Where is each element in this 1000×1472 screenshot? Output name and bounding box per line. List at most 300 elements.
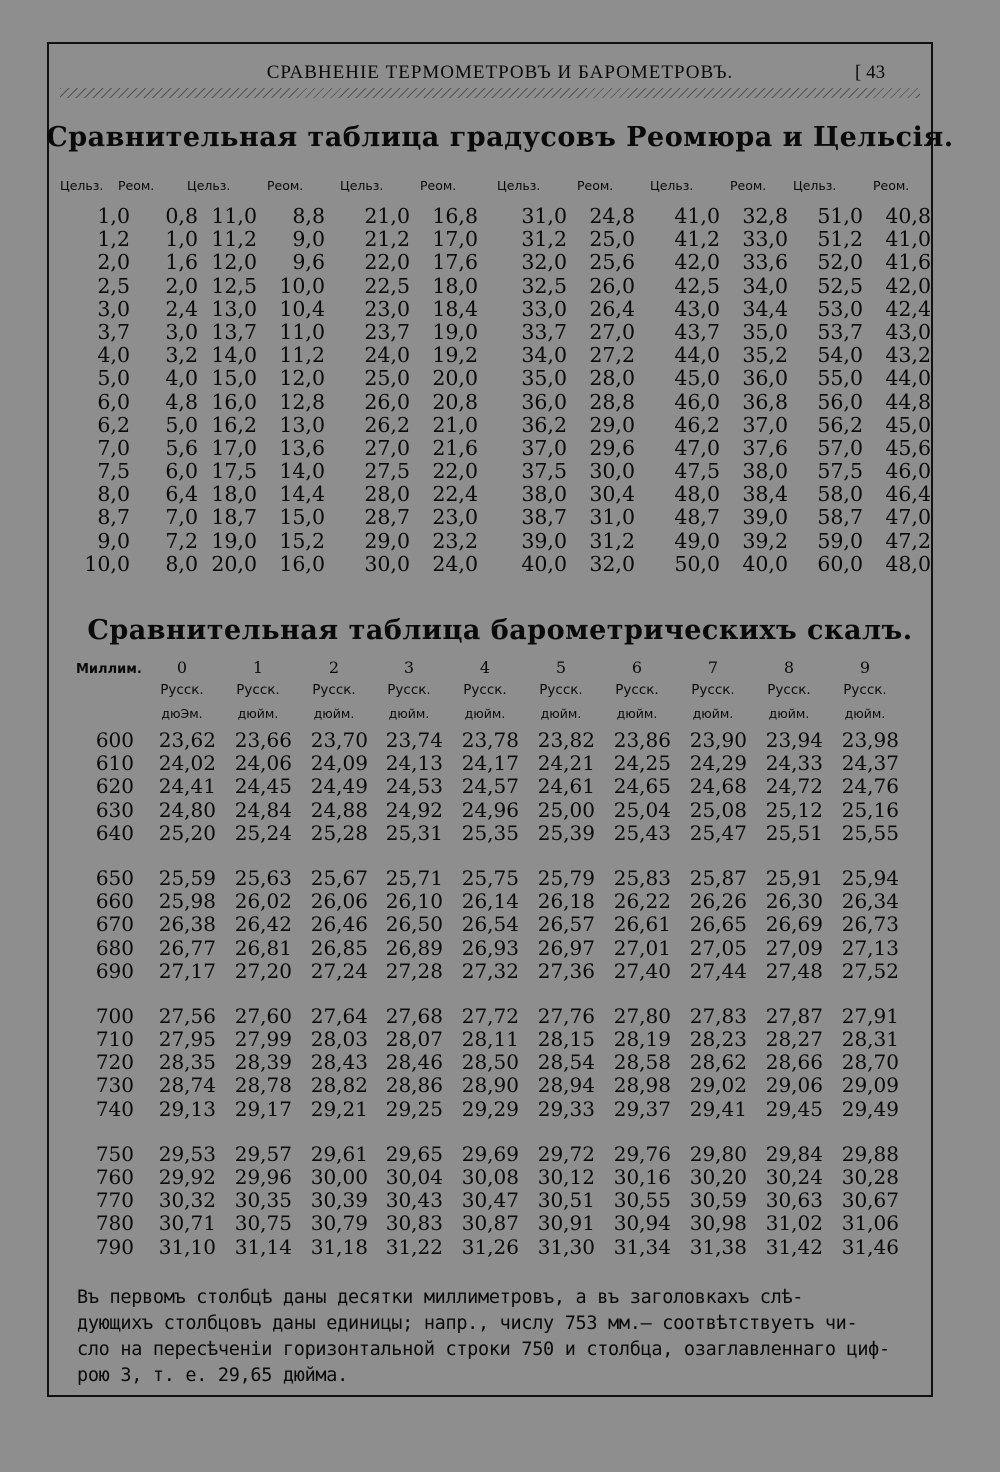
- reaumur-value: 17,0: [432, 227, 478, 252]
- inch-value: 27,17: [158, 958, 216, 983]
- baro-row: [72, 959, 912, 982]
- reaumur-value: 8,8: [292, 204, 325, 228]
- reaumur-value: 29,6: [589, 435, 635, 460]
- temp-row: [187, 459, 337, 482]
- celsius-value: 13,7: [211, 319, 257, 344]
- inch-value: 25,87: [689, 865, 747, 890]
- reaumur-value: 36,0: [742, 366, 788, 391]
- celsius-value: 15,0: [211, 366, 257, 391]
- temp-row: [187, 366, 337, 389]
- baro-group: [72, 866, 912, 982]
- baro-header: [72, 658, 912, 728]
- inch-value: 27,60: [234, 1003, 292, 1028]
- inch-value: 30,47: [461, 1188, 519, 1213]
- inch-value: 24,53: [385, 774, 443, 799]
- digit-header: 3: [403, 658, 415, 677]
- reaumur-value: 47,2: [885, 528, 931, 553]
- celsius-value: 36,2: [521, 412, 567, 437]
- inch-value: 25,08: [689, 797, 747, 822]
- celsius-value: 42,0: [674, 250, 720, 275]
- reaumur-value: 48,0: [885, 551, 931, 576]
- celsius-value: 3,0: [97, 296, 130, 321]
- celsius-value: 28,7: [364, 505, 410, 530]
- temp-row: [650, 390, 800, 413]
- celsius-value: 50,0: [674, 551, 720, 576]
- temp-rows: [793, 204, 943, 575]
- celsius-value: 1,2: [97, 227, 130, 252]
- inch-value: 30,51: [537, 1188, 595, 1213]
- temp-row: [497, 366, 647, 389]
- inch-value: 30,75: [234, 1211, 292, 1236]
- inch-value: 31,26: [461, 1234, 519, 1259]
- inch-value: 29,41: [689, 1096, 747, 1121]
- inch-value: 27,09: [765, 935, 823, 960]
- inch-label: дюйм.: [313, 706, 355, 721]
- header-reaumur: Реом.: [420, 178, 457, 193]
- inch-value: 31,06: [841, 1211, 899, 1236]
- celsius-value: 56,2: [817, 412, 863, 437]
- inch-value: 30,16: [613, 1165, 671, 1189]
- reaumur-value: 21,0: [432, 412, 478, 437]
- temp-row: [650, 552, 800, 575]
- celsius-value: 16,0: [211, 389, 257, 414]
- reaumur-value: 27,0: [589, 319, 635, 344]
- temp-row: [793, 482, 943, 505]
- inch-value: 29,88: [841, 1141, 899, 1166]
- reaumur-value: 43,0: [885, 319, 931, 344]
- temp-row: [340, 390, 490, 413]
- inch-value: 30,12: [537, 1165, 595, 1189]
- temp-row: [187, 413, 337, 436]
- reaumur-value: 11,0: [279, 319, 325, 344]
- temp-row: [650, 320, 800, 343]
- inch-value: 26,18: [537, 889, 595, 914]
- inch-value: 27,76: [537, 1003, 595, 1028]
- reaumur-value: 20,8: [432, 389, 478, 414]
- inch-value: 30,08: [461, 1165, 519, 1189]
- rus-label: Русск.: [691, 682, 735, 698]
- reaumur-value: 3,0: [165, 319, 198, 344]
- celsius-value: 14,0: [211, 343, 257, 368]
- temp-block: [793, 178, 943, 576]
- rus-label: Русск.: [615, 682, 659, 698]
- temp-row: [650, 436, 800, 459]
- inch-value: 27,56: [158, 1003, 216, 1028]
- reaumur-value: 34,0: [742, 273, 788, 298]
- temp-row: [340, 366, 490, 389]
- inch-value: 30,28: [841, 1165, 899, 1189]
- temp-row: [650, 529, 800, 552]
- celsius-value: 22,5: [364, 273, 410, 298]
- inch-value: 23,90: [689, 728, 747, 752]
- mm-value: 640: [95, 820, 134, 845]
- mm-label: Миллим.: [76, 662, 142, 677]
- celsius-value: 6,2: [97, 412, 130, 437]
- rus-label: Русск.: [539, 682, 583, 698]
- celsius-value: 19,0: [211, 528, 257, 553]
- inch-value: 27,87: [765, 1003, 823, 1028]
- temp-row: [187, 552, 337, 575]
- inch-value: 29,65: [385, 1141, 443, 1166]
- inch-value: 27,01: [613, 935, 671, 960]
- celsius-value: 1,0: [97, 204, 130, 228]
- temp-row: [497, 227, 647, 250]
- reaumur-value: 5,0: [165, 412, 198, 437]
- reaumur-value: 39,0: [742, 505, 788, 530]
- reaumur-value: 32,0: [589, 551, 635, 576]
- reaumur-value: 0,8: [165, 204, 198, 228]
- inch-value: 28,74: [158, 1073, 216, 1098]
- page-number: [ 43: [855, 62, 886, 83]
- baro-table-title: Сравнительная таблица барометрическихъ скалъ.: [87, 615, 913, 646]
- inch-value: 24,21: [537, 751, 595, 776]
- inch-value: 24,92: [385, 797, 443, 822]
- reaumur-value: 19,0: [432, 319, 478, 344]
- temp-row: [793, 297, 943, 320]
- digit-header: 8: [783, 658, 795, 677]
- celsius-value: 11,0: [211, 204, 257, 228]
- baro-row: [72, 1142, 912, 1165]
- mm-value: 710: [95, 1027, 134, 1052]
- reaumur-value: 2,4: [165, 296, 198, 321]
- inch-value: 26,38: [158, 912, 216, 937]
- celsius-value: 60,0: [817, 551, 863, 576]
- inch-value: 23,66: [234, 728, 292, 752]
- reaumur-value: 31,2: [589, 528, 635, 553]
- header-celsius: Цельз.: [340, 178, 384, 193]
- rus-label: Русск.: [160, 682, 204, 698]
- inch-value: 29,57: [234, 1141, 292, 1166]
- inch-value: 28,15: [537, 1027, 595, 1052]
- celsius-value: 53,7: [817, 319, 863, 344]
- celsius-value: 22,0: [364, 250, 410, 275]
- inch-value: 29,25: [385, 1096, 443, 1121]
- baro-row: [72, 1050, 912, 1073]
- inch-value: 31,38: [689, 1234, 747, 1259]
- inch-value: 24,96: [461, 797, 519, 822]
- inch-value: 25,20: [158, 820, 216, 845]
- celsius-value: 31,2: [521, 227, 567, 252]
- mm-value: 670: [95, 912, 134, 937]
- reaumur-value: 7,2: [165, 528, 198, 553]
- celsius-value: 49,0: [674, 528, 720, 553]
- baro-row: [72, 1188, 912, 1211]
- temp-row: [793, 204, 943, 227]
- inch-value: 25,91: [765, 865, 823, 890]
- inch-value: 26,93: [461, 935, 519, 960]
- baro-group: [72, 728, 912, 844]
- inch-value: 23,70: [310, 728, 368, 752]
- inch-value: 30,67: [841, 1188, 899, 1213]
- celsius-value: 17,5: [211, 459, 257, 484]
- temp-row: [187, 529, 337, 552]
- inch-value: 23,78: [461, 728, 519, 752]
- temp-row: [650, 366, 800, 389]
- inch-value: 28,98: [613, 1073, 671, 1098]
- celsius-value: 16,2: [211, 412, 257, 437]
- baro-row: [72, 1211, 912, 1234]
- celsius-value: 47,0: [674, 435, 720, 460]
- header-celsius: Цельз.: [793, 178, 837, 193]
- baro-row: [72, 728, 912, 751]
- inch-value: 24,13: [385, 751, 443, 776]
- celsius-value: 12,5: [211, 273, 257, 298]
- reaumur-value: 25,6: [589, 250, 635, 275]
- temp-block-header: [497, 178, 647, 200]
- celsius-value: 48,7: [674, 505, 720, 530]
- inch-value: 25,31: [385, 820, 443, 845]
- inch-value: 26,85: [310, 935, 368, 960]
- temp-row: [497, 459, 647, 482]
- temp-row: [793, 390, 943, 413]
- inch-value: 28,58: [613, 1050, 671, 1075]
- temp-rows: [497, 204, 647, 575]
- temp-row: [650, 343, 800, 366]
- temp-row: [340, 552, 490, 575]
- inch-label: дюйм.: [844, 706, 886, 721]
- rus-label: Русск.: [387, 682, 431, 698]
- temp-row: [340, 320, 490, 343]
- reaumur-value: 11,2: [279, 343, 325, 368]
- inch-value: 29,33: [537, 1096, 595, 1121]
- temp-row: [497, 552, 647, 575]
- celsius-value: 45,0: [674, 366, 720, 391]
- celsius-value: 11,2: [211, 227, 257, 252]
- reaumur-value: 14,4: [279, 482, 325, 507]
- reaumur-value: 45,0: [885, 412, 931, 437]
- inch-label: дюйм.: [388, 706, 430, 721]
- temp-row: [187, 250, 337, 273]
- inch-value: 26,73: [841, 912, 899, 937]
- reaumur-value: 44,8: [885, 389, 931, 414]
- celsius-value: 57,0: [817, 435, 863, 460]
- temp-row: [793, 250, 943, 273]
- inch-value: 23,98: [841, 728, 899, 752]
- mm-value: 740: [95, 1096, 134, 1121]
- reaumur-value: 38,4: [742, 482, 788, 507]
- inch-value: 25,16: [841, 797, 899, 822]
- reaumur-value: 20,0: [432, 366, 478, 391]
- reaumur-value: 4,8: [165, 389, 198, 414]
- celsius-value: 46,0: [674, 389, 720, 414]
- inch-value: 27,36: [537, 958, 595, 983]
- inch-value: 30,24: [765, 1165, 823, 1189]
- inch-value: 25,24: [234, 820, 292, 845]
- baro-row: [72, 774, 912, 797]
- celsius-value: 42,5: [674, 273, 720, 298]
- mm-value: 700: [95, 1003, 134, 1028]
- reaumur-value: 1,6: [165, 250, 198, 275]
- mm-value: 750: [95, 1141, 134, 1166]
- mm-value: 690: [95, 958, 134, 983]
- inch-value: 26,02: [234, 889, 292, 914]
- inch-value: 25,63: [234, 865, 292, 890]
- celsius-value: 41,0: [674, 204, 720, 228]
- celsius-value: 17,0: [211, 435, 257, 460]
- header-celsius: Цельз.: [60, 178, 104, 193]
- celsius-value: 38,0: [521, 482, 567, 507]
- footnote-line: дующихъ столбцовъ даны единицы; напр., числу 753 мм.— соотвѣтствуетъ чи-: [77, 1313, 858, 1334]
- reaumur-value: 41,0: [885, 227, 931, 252]
- inch-value: 29,13: [158, 1096, 216, 1121]
- temp-row: [340, 297, 490, 320]
- mm-value: 720: [95, 1050, 134, 1075]
- baro-group: [72, 1004, 912, 1120]
- inch-value: 24,06: [234, 751, 292, 776]
- inch-value: 25,98: [158, 889, 216, 914]
- inch-value: 27,05: [689, 935, 747, 960]
- temp-row: [187, 343, 337, 366]
- inch-value: 31,14: [234, 1234, 292, 1259]
- inch-value: 29,84: [765, 1141, 823, 1166]
- inch-value: 24,57: [461, 774, 519, 799]
- inch-value: 30,87: [461, 1211, 519, 1236]
- inch-value: 27,13: [841, 935, 899, 960]
- celsius-value: 18,7: [211, 505, 257, 530]
- reaumur-value: 18,4: [432, 296, 478, 321]
- inch-value: 25,51: [765, 820, 823, 845]
- inch-value: 29,37: [613, 1096, 671, 1121]
- inch-value: 30,91: [537, 1211, 595, 1236]
- baro-row: [72, 936, 912, 959]
- reaumur-value: 13,6: [279, 435, 325, 460]
- celsius-value: 3,7: [97, 319, 130, 344]
- temp-row: [650, 227, 800, 250]
- inch-value: 28,62: [689, 1050, 747, 1075]
- inch-value: 31,02: [765, 1211, 823, 1236]
- temp-row: [793, 274, 943, 297]
- inch-value: 27,80: [613, 1003, 671, 1028]
- mm-value: 620: [95, 774, 134, 799]
- inch-value: 28,46: [385, 1050, 443, 1075]
- celsius-value: 59,0: [817, 528, 863, 553]
- celsius-value: 38,7: [521, 505, 567, 530]
- inch-value: 27,44: [689, 958, 747, 983]
- inch-value: 26,26: [689, 889, 747, 914]
- rus-label: Русск.: [767, 682, 811, 698]
- rus-label: Русск.: [463, 682, 507, 698]
- inch-value: 26,57: [537, 912, 595, 937]
- inch-value: 30,04: [385, 1165, 443, 1189]
- inch-value: 29,17: [234, 1096, 292, 1121]
- temp-block-header: [340, 178, 490, 200]
- celsius-value: 37,5: [521, 459, 567, 484]
- celsius-value: 25,0: [364, 366, 410, 391]
- mm-value: 650: [95, 865, 134, 890]
- inch-label: дюйм.: [692, 706, 734, 721]
- inch-value: 24,37: [841, 751, 899, 776]
- temp-row: [340, 505, 490, 528]
- celsius-value: 30,0: [364, 551, 410, 576]
- celsius-value: 55,0: [817, 366, 863, 391]
- mm-value: 680: [95, 935, 134, 960]
- celsius-value: 26,0: [364, 389, 410, 414]
- inch-value: 23,86: [613, 728, 671, 752]
- barometer-table: [72, 658, 912, 1280]
- reaumur-value: 31,0: [589, 505, 635, 530]
- celsius-value: 4,0: [97, 343, 130, 368]
- reaumur-value: 15,2: [279, 528, 325, 553]
- baro-row: [72, 1027, 912, 1050]
- inch-value: 28,35: [158, 1050, 216, 1075]
- temp-row: [497, 274, 647, 297]
- baro-row: [72, 751, 912, 774]
- temp-block: [187, 178, 337, 576]
- inch-value: 24,29: [689, 751, 747, 776]
- temp-row: [340, 529, 490, 552]
- mm-value: 760: [95, 1165, 134, 1189]
- inch-value: 26,34: [841, 889, 899, 914]
- temp-row: [650, 250, 800, 273]
- inch-value: 31,34: [613, 1234, 671, 1259]
- reaumur-value: 41,6: [885, 250, 931, 275]
- temp-row: [793, 227, 943, 250]
- reaumur-value: 37,0: [742, 412, 788, 437]
- inch-label: дюйм.: [616, 706, 658, 721]
- celsius-value: 35,0: [521, 366, 567, 391]
- digit-header: 5: [555, 658, 567, 677]
- reaumur-value: 18,0: [432, 273, 478, 298]
- inch-value: 24,61: [537, 774, 595, 799]
- reaumur-value: 9,6: [292, 250, 325, 275]
- inch-value: 24,65: [613, 774, 671, 799]
- celsius-value: 39,0: [521, 528, 567, 553]
- inch-value: 23,62: [158, 728, 216, 752]
- temp-block-header: [793, 178, 943, 200]
- inch-value: 30,39: [310, 1188, 368, 1213]
- celsius-value: 27,5: [364, 459, 410, 484]
- inch-value: 29,69: [461, 1141, 519, 1166]
- inch-value: 29,76: [613, 1141, 671, 1166]
- inch-value: 30,43: [385, 1188, 443, 1213]
- reaumur-value: 22,4: [432, 482, 478, 507]
- reaumur-value: 12,0: [279, 366, 325, 391]
- inch-value: 30,32: [158, 1188, 216, 1213]
- inch-value: 24,41: [158, 774, 216, 799]
- inch-value: 29,53: [158, 1141, 216, 1166]
- celsius-value: 12,0: [211, 250, 257, 275]
- celsius-value: 52,0: [817, 250, 863, 275]
- temp-block: [340, 178, 490, 576]
- inch-value: 26,54: [461, 912, 519, 937]
- digit-header: 9: [859, 658, 871, 677]
- footnote-line: рою 3, т. е. 29,65 дюйма.: [77, 1365, 348, 1386]
- mm-value: 770: [95, 1188, 134, 1213]
- celsius-value: 28,0: [364, 482, 410, 507]
- inch-value: 31,18: [310, 1234, 368, 1259]
- inch-value: 26,42: [234, 912, 292, 937]
- digit-header: 6: [631, 658, 643, 677]
- celsius-value: 27,0: [364, 435, 410, 460]
- inch-value: 28,43: [310, 1050, 368, 1075]
- footnote-line: сло на пересѣченіи горизонтальной строки 750 и столбца, озаглавленнаго циф-: [77, 1339, 890, 1360]
- celsius-value: 2,5: [97, 273, 130, 298]
- reaumur-value: 46,0: [885, 459, 931, 484]
- temp-row: [187, 436, 337, 459]
- inch-value: 28,31: [841, 1027, 899, 1052]
- inch-value: 28,50: [461, 1050, 519, 1075]
- temp-block: [497, 178, 647, 576]
- temp-row: [187, 274, 337, 297]
- celsius-value: 46,2: [674, 412, 720, 437]
- inch-value: 26,46: [310, 912, 368, 937]
- inch-value: 30,55: [613, 1188, 671, 1213]
- inch-value: 28,66: [765, 1050, 823, 1075]
- inch-value: 27,20: [234, 958, 292, 983]
- temp-block-header: [187, 178, 337, 200]
- reaumur-value: 10,0: [279, 273, 325, 298]
- reaumur-value: 21,6: [432, 435, 478, 460]
